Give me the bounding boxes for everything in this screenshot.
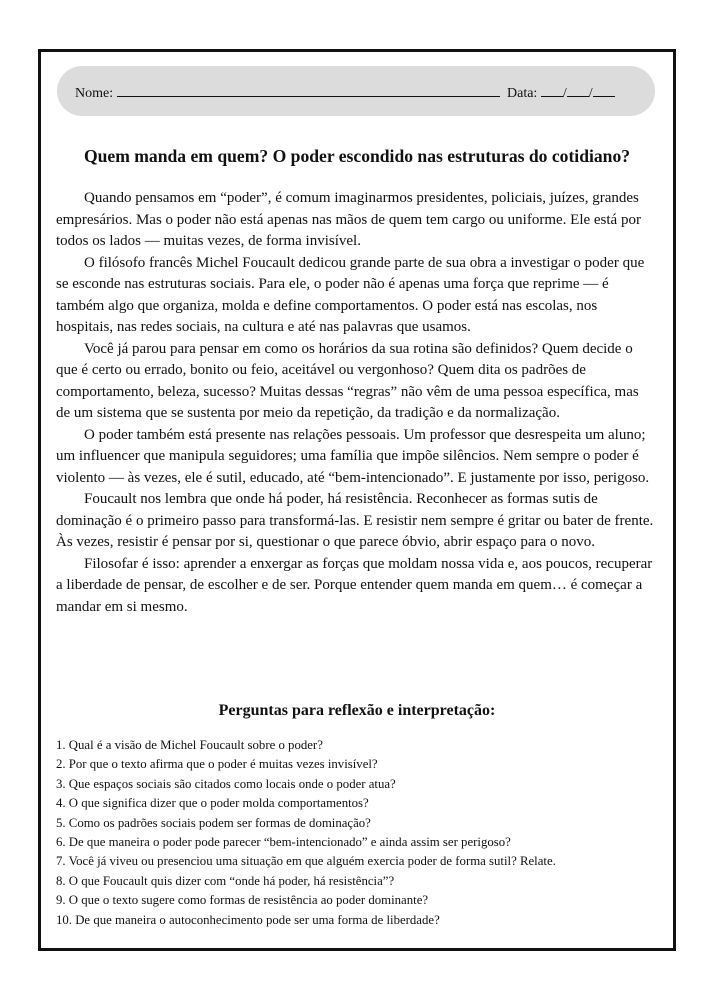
question-item: 5. Como os padrões sociais podem ser formas de dominação? bbox=[56, 815, 371, 830]
name-label: Nome: bbox=[75, 86, 114, 101]
date-day-blank[interactable] bbox=[541, 83, 563, 97]
paragraph: O filósofo francês Michel Foucault dedicou grande parte de sua obra a investigar o poder que se esconde nas estruturas sociais. Para ele, o poder não é apenas uma força que reprime — é também algo que organiza, molda e define comportamentos. O poder está nas escolas, nos hospitais, nas redes sociais, na cultura e até nas palavras que usamos. bbox=[56, 254, 645, 335]
question-item: 10. De que maneira o autoconhecimento pode ser uma forma de liberdade? bbox=[56, 912, 440, 927]
date-separator: / bbox=[588, 86, 593, 101]
paragraph: Quando pensamos em “poder”, é comum imaginarmos presidentes, policiais, juízes, grandes empresários. Mas o poder não está apenas nas mãos de quem tem cargo ou uniforme. Ele está por todos os lados — muitas vezes, de forma invisível. bbox=[56, 190, 641, 249]
date-month-blank[interactable] bbox=[567, 83, 589, 97]
paragraph: O poder também está presente nas relações pessoais. Um professor que desrespeita um aluno; um influencer que manipula seguidores; uma família que impõe silêncios. Nem sempre o poder é violento — às vezes, ele é sutil, educado, até “bem-intencionado”. E justamente por isso, perigoso. bbox=[56, 426, 650, 486]
question-item: 8. O que Foucault quis dizer com “onde há poder, há resistência”? bbox=[56, 873, 395, 888]
question-item: 9. O que o texto sugere como formas de resistência ao poder dominante? bbox=[56, 893, 429, 908]
worksheet-frame bbox=[38, 49, 676, 951]
questions-heading: Perguntas para reflexão e interpretação: bbox=[218, 702, 496, 719]
date-field bbox=[507, 66, 615, 122]
question-item: 3. Que espaços sociais são citados como locais onde o poder atua? bbox=[56, 776, 396, 791]
name-field bbox=[75, 66, 500, 122]
question-item: 4. O que significa dizer que o poder molda comportamentos? bbox=[56, 796, 369, 811]
paragraph: Foucault nos lembra que onde há poder, há resistência. Reconhecer as formas sutis de dominação é o primeiro passo para transformá-las. E resistir nem sempre é gritar ou bater de frente. Às vezes, resistir é pensar por si, questionar o que parece óbvio, abrir espaço para o novo. bbox=[56, 491, 654, 550]
questions-list bbox=[56, 736, 661, 930]
page-title: Quem manda em quem? O poder escondido nas estruturas do cotidiano? bbox=[83, 146, 631, 166]
article-body bbox=[56, 188, 656, 618]
name-blank-line[interactable] bbox=[117, 83, 500, 97]
date-year-blank[interactable] bbox=[593, 83, 615, 97]
question-item: 6. De que maneira o poder pode parecer “bem-intencionado” e ainda assim ser perigoso? bbox=[56, 835, 511, 850]
paragraph: Você já parou para pensar em como os horários da sua rotina são definidos? Quem decide o que é certo ou errado, bonito ou feio, aceitável ou vergonhoso? Quem dita os padrões de comportamento, beleza, sucesso? Muitas dessas “regras” não vêm de uma pessoa específica, mas de um sistema que se sustenta por meio da repetição, da tradição e da normalização. bbox=[56, 340, 639, 421]
date-separator: / bbox=[562, 86, 567, 101]
paragraph: Filosofar é isso: aprender a enxergar as forças que moldam nossa vida e, aos poucos, recuperar a liberdade de pensar, de escolher e de ser. Porque entender quem manda em quem… é começar a mandar em si mesmo. bbox=[56, 555, 653, 615]
question-item: 2. Por que o texto afirma que o poder é muitas vezes invisível? bbox=[56, 757, 378, 772]
date-label: Data: bbox=[507, 86, 538, 101]
question-item: 7. Você já viveu ou presenciou uma situação em que alguém exercia poder de forma sutil? Relate. bbox=[56, 854, 556, 869]
student-info-bar bbox=[57, 66, 655, 116]
question-item: 1. Qual é a visão de Michel Foucault sobre o poder? bbox=[56, 738, 323, 752]
